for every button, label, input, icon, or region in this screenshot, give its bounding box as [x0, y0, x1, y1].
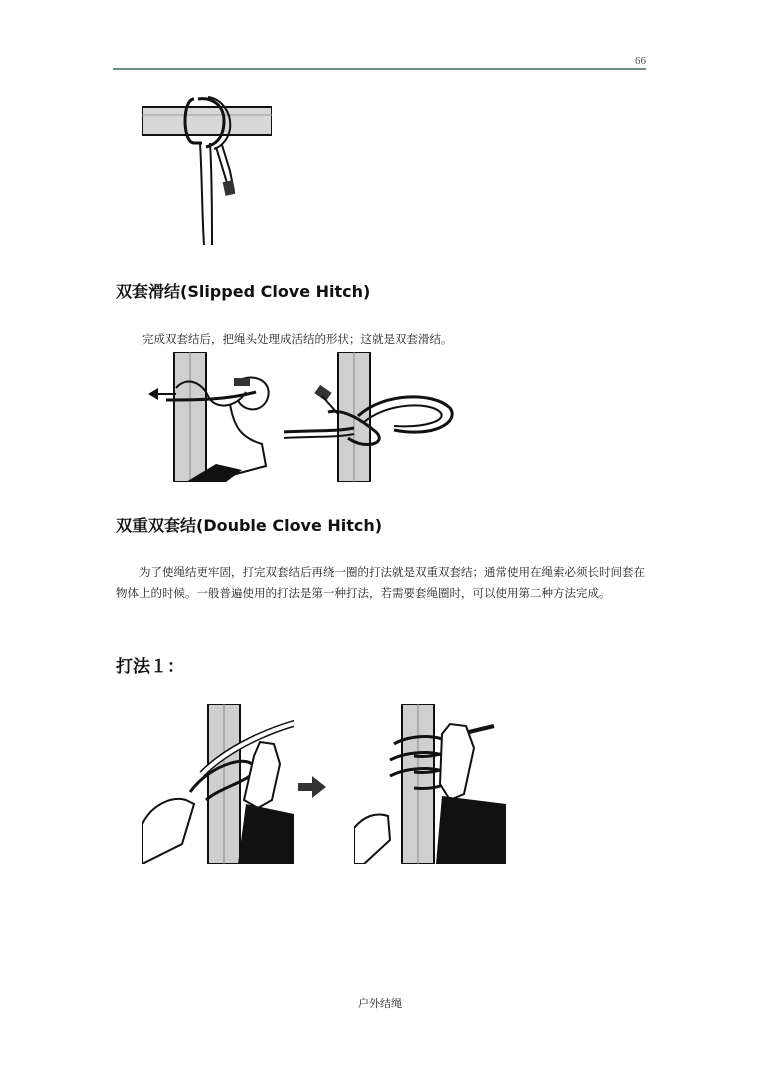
header-rule: [113, 68, 646, 70]
section-heading-double-clove-hitch: 双重双套结(Double Clove Hitch): [116, 516, 383, 535]
slipped-clove-hitch-tying-illustration: [146, 352, 282, 482]
double-clove-hitch-text: 为了使绳结更牢固，打完双套结后再绕一圈的打法就是双重双套结；通常使用在绳索必须长时间套在物体上的时候。一般普遍使用的打法是第一种打法，若需要套绳圈时，可以使用第二种方法完成。: [116, 565, 645, 600]
section-heading-slipped-clove-hitch: 双套滑结(Slipped Clove Hitch): [116, 282, 371, 301]
slipped-clove-hitch-finished-illustration: [284, 352, 456, 482]
method-1-heading: 打法１：: [116, 657, 184, 677]
double-clove-hitch-step2-illustration: [354, 704, 506, 864]
slipped-clove-hitch-text: 完成双套结后，把绳头处理成活结的形状；这就是双套滑结。: [142, 332, 453, 346]
footer-text: 户外结绳: [358, 997, 402, 1010]
clove-hitch-on-bar-illustration: [142, 95, 272, 250]
arrow-icon: [298, 776, 326, 798]
page-number: 66: [635, 55, 646, 67]
double-clove-hitch-step1-illustration: [142, 704, 294, 864]
